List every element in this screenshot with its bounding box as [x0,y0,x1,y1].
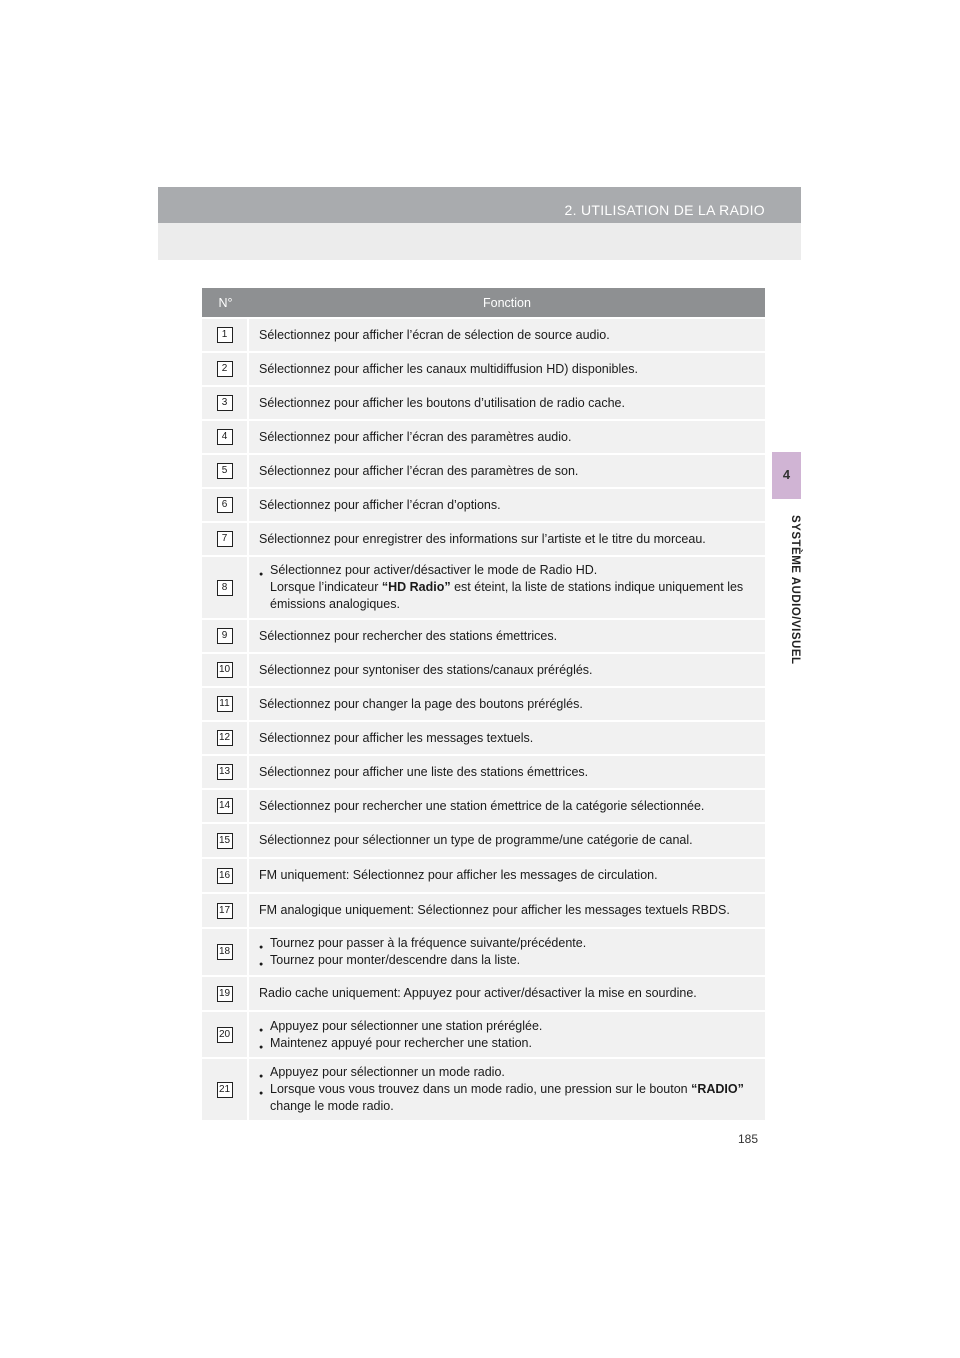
row-number-cell [202,351,249,385]
table-row [202,857,765,892]
row-function-cell [249,720,765,754]
row-number-cell [202,317,249,351]
bullet-item [259,1035,755,1052]
row-function-cell [249,453,765,487]
table-body [202,317,765,1120]
row-function-cell [249,555,765,618]
section-title: 2. UTILISATION DE LA RADIO [564,202,765,218]
bullet-text: Tournez pour monter/descendre dans la liste. [270,953,521,967]
function-text: Sélectionnez pour afficher l’écran des paramètres de son. [259,463,579,478]
row-function-cell [249,788,765,822]
table-row [202,385,765,419]
table-row [202,892,765,927]
column-header-number: N° [202,288,249,317]
function-text: Sélectionnez pour sélectionner un type de programme/une catégorie de canal. [259,833,693,847]
header-subbar [158,223,801,260]
function-text: Sélectionnez pour enregistrer des informations sur l’artiste et le titre du morceau. [259,531,706,546]
bullet-dot-icon: ● [259,961,264,968]
bullet-text: Lorsque vous vous trouvez dans un mode radio, une pression sur le bouton [270,1082,692,1096]
table-row [202,419,765,453]
row-function-cell [249,351,765,385]
number-badge: 18 [217,944,233,960]
bullet-item [259,935,755,952]
chapter-number: 4 [782,467,791,482]
function-text: Sélectionnez pour afficher les canaux multidiffusion HD) disponibles. [259,361,638,376]
row-function-cell [249,822,765,857]
number-badge: 7 [217,531,233,547]
page-number: 185 [738,1132,759,1146]
row-number-cell [202,521,249,555]
bullet-continuation [259,579,755,613]
function-text: Sélectionnez pour afficher les messages textuels. [259,730,534,745]
function-text: Sélectionnez pour afficher l’écran de sélection de source audio. [259,327,610,342]
bullet-text: est éteint, la liste de stations indique uniquement les émissions analogiques. [270,580,744,611]
row-function-cell [249,975,765,1010]
number-badge: 13 [217,764,233,780]
number-badge: 5 [217,463,233,479]
bullet-text: Maintenez appuyé pour rechercher une station. [270,1035,532,1050]
function-text: Sélectionnez pour afficher une liste des stations émettrices. [259,764,589,779]
bullet-item [259,1081,755,1115]
table-row [202,652,765,686]
table-row [202,927,765,975]
number-badge: 20 [217,1027,233,1043]
table-row [202,822,765,857]
row-function-cell [249,521,765,555]
table-row [202,720,765,754]
number-badge: 10 [217,662,233,678]
row-number-cell [202,975,249,1010]
bullet-dot-icon: ● [259,571,264,578]
bullet-item [259,1018,755,1035]
row-number-cell [202,720,249,754]
row-number-cell [202,1010,249,1057]
bullet-item [259,1064,755,1081]
bullet-list [259,562,755,613]
function-table [202,288,765,1120]
header-bar [158,187,801,223]
column-header-function: Fonction [249,288,765,317]
bullet-text: change le mode radio. [270,1099,394,1113]
row-function-cell [249,317,765,351]
table-row [202,555,765,618]
row-number-cell [202,487,249,521]
row-number-cell [202,618,249,652]
row-function-cell [249,857,765,892]
row-number-cell [202,822,249,857]
row-function-cell [249,686,765,720]
number-badge: 8 [217,580,233,596]
bullet-dot-icon: ● [259,1073,264,1080]
function-text: Radio cache uniquement: Appuyez pour activer/désactiver la mise en sourdine. [259,986,697,1000]
number-badge: 6 [217,497,233,513]
function-text: FM uniquement: Sélectionnez pour afficher les messages de circulation. [259,868,658,882]
row-function-cell [249,927,765,975]
row-number-cell [202,1057,249,1120]
bullet-text: Tournez pour passer à la fréquence suivante/précédente. [270,936,587,950]
row-function-cell [249,618,765,652]
number-badge: 12 [217,730,233,746]
table-row [202,686,765,720]
button-name-text: “RADIO” [691,1082,744,1096]
table-row [202,351,765,385]
bullet-list [259,1064,755,1115]
table-header-row [202,288,765,317]
bullet-text: Appuyez pour sélectionner une station préréglée. [270,1018,543,1033]
row-number-cell [202,927,249,975]
row-number-cell [202,419,249,453]
row-number-cell [202,857,249,892]
bullet-dot-icon: ● [259,1043,264,1051]
row-function-cell [249,1057,765,1120]
bullet-text: Sélectionnez pour activer/désactiver le mode de Radio HD. [270,563,598,577]
table-row [202,317,765,351]
table-row [202,754,765,788]
number-badge: 14 [217,798,233,814]
row-function-cell [249,385,765,419]
row-number-cell [202,788,249,822]
bullet-dot-icon: ● [259,1026,264,1034]
function-text: Sélectionnez pour rechercher une station émettrice de la catégorie sélectionnée. [259,798,705,813]
row-number-cell [202,754,249,788]
table-row [202,521,765,555]
indicator-name-text: “HD Radio” [381,580,451,594]
function-text: Sélectionnez pour syntoniser des stations/canaux préréglés. [259,662,593,677]
table-row [202,975,765,1010]
chapter-tab [772,452,801,499]
number-badge: 4 [217,429,233,445]
function-text: FM analogique uniquement: Sélectionnez pour afficher les messages textuels RBDS. [259,903,730,917]
number-badge: 9 [217,628,233,644]
bullet-text: Appuyez pour sélectionner un mode radio. [270,1065,505,1079]
row-function-cell [249,892,765,927]
row-number-cell [202,555,249,618]
number-badge: 17 [217,903,233,919]
row-number-cell [202,453,249,487]
number-badge: 15 [217,833,233,849]
function-text: Sélectionnez pour afficher l’écran des paramètres audio. [259,429,572,444]
function-text: Sélectionnez pour changer la page des boutons préréglés. [259,696,583,711]
bullet-list [259,935,755,969]
bullet-dot-icon: ● [259,944,264,951]
table-row [202,788,765,822]
table-row [202,487,765,521]
row-function-cell [249,1010,765,1057]
table-row [202,1010,765,1057]
function-text: Sélectionnez pour afficher l’écran d’options. [259,497,501,512]
row-number-cell [202,652,249,686]
row-function-cell [249,419,765,453]
row-function-cell [249,487,765,521]
bullet-list [259,1018,755,1052]
row-function-cell [249,652,765,686]
table-row [202,618,765,652]
row-number-cell [202,686,249,720]
row-number-cell [202,892,249,927]
bullet-item [259,562,755,579]
number-badge: 21 [217,1082,233,1098]
function-text: Sélectionnez pour rechercher des stations émettrices. [259,628,558,643]
table-row [202,1057,765,1120]
chapter-label: SYSTÈME AUDIO/VISUEL [789,515,801,665]
number-badge: 16 [217,868,233,884]
number-badge: 3 [217,395,233,411]
bullet-item [259,952,755,969]
row-function-cell [249,754,765,788]
row-number-cell [202,385,249,419]
function-text: Sélectionnez pour afficher les boutons d’utilisation de radio cache. [259,395,625,410]
number-badge: 19 [217,986,233,1002]
bullet-text: Lorsque l’indicateur [270,580,382,594]
number-badge: 1 [217,327,233,343]
bullet-dot-icon: ● [259,1090,264,1097]
number-badge: 11 [217,696,233,712]
table-row [202,453,765,487]
number-badge: 2 [217,361,233,377]
